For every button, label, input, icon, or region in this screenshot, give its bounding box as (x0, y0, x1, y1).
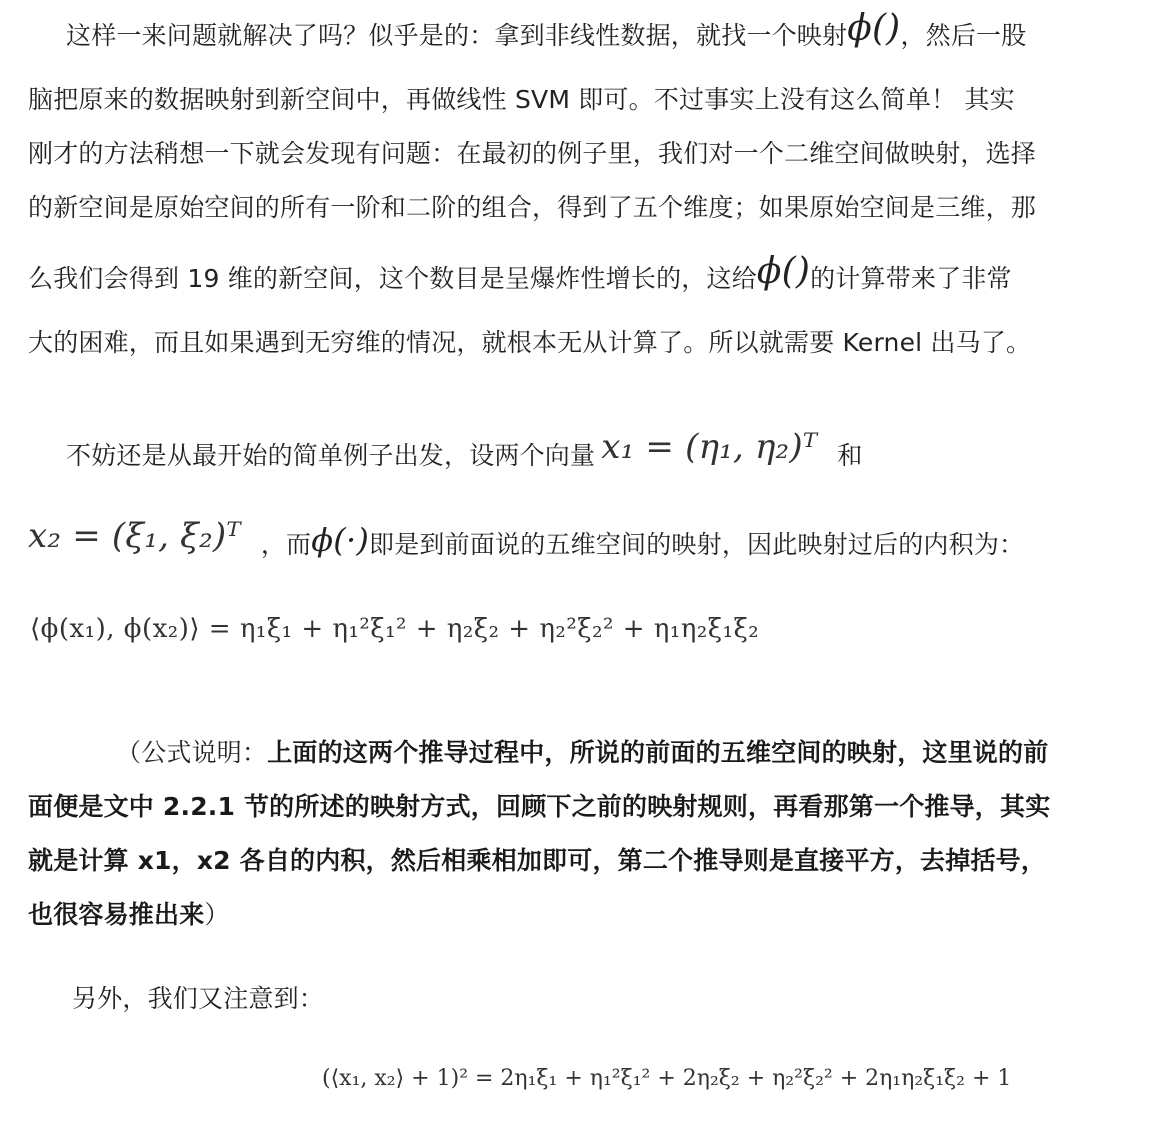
p1-text: 这样一来问题就解决了吗？似乎是的：拿到非线性数据，就找一个映射 (66, 21, 848, 50)
note-text: 也很容易推出来 (28, 900, 205, 929)
note-text: 上面的这两个推导过程中，所说的前面的五维空间的映射，这里说的前 (267, 738, 1049, 767)
note-line-1 (28, 726, 1140, 780)
p2-text: 和 (837, 441, 863, 470)
note-line-3: 就是计算 x1，x2 各自的内积，然后相乘相加即可，第二个推导则是直接平方，去掉括号， (28, 846, 1047, 875)
note-line-4 (28, 888, 1140, 942)
paragraph-1 (28, 2, 1140, 370)
formula-note (28, 726, 1140, 942)
p1-text: ，然后一股 (900, 21, 1027, 50)
formula-inner-product: ⟨ϕ(x₁), ϕ(x₂)⟩ = η₁ξ₁ + η₁²ξ₁² + η₂ξ₂ + η₂²ξ₂² + η₁η₂ξ₁ξ₂ (30, 614, 760, 644)
p2-line-1 (28, 420, 1140, 483)
p3-line-1: 另外，我们又注意到： (72, 984, 325, 1013)
p1-text: 的计算带来了非常 (810, 264, 1012, 293)
paragraph-3 (28, 972, 1140, 1026)
paragraph-2 (28, 420, 1140, 572)
p2-line-2 (28, 509, 1140, 572)
x1-equation: x₁ = (η₁, η₂)ᵀ (601, 427, 818, 467)
phi-dot-symbol: ϕ(·) (311, 521, 370, 559)
p1-line-4: 的新空间是原始空间的所有一阶和二阶的组合，得到了五个维度；如果原始空间是三维，那 (28, 193, 1037, 222)
p1-line-1 (28, 2, 1140, 63)
phi-symbol: ϕ() (847, 8, 901, 49)
p1-text: 么我们会得到 19 维的新空间，这个数目是呈爆炸性增长的，这给 (28, 264, 757, 293)
p2-text: ，而 (260, 530, 312, 559)
x2-equation: x₂ = (ξ₁, ξ₂)ᵀ (28, 516, 241, 556)
p2-text: 即是到前面说的五维空间的映射，因此映射过后的内积为： (369, 530, 1025, 559)
p1-line-5 (28, 245, 1140, 306)
p2-text: 不妨还是从最开始的简单例子出发，设两个向量 (66, 441, 596, 470)
p1-line-3: 刚才的方法稍想一下就会发现有问题：在最初的例子里，我们对一个二维空间做映射，选择 (28, 139, 1037, 168)
note-prefix: （公式说明： (116, 738, 268, 767)
p1-line-6: 大的困难，而且如果遇到无穷维的情况，就根本无从计算了。所以就需要 Kernel 出马了。 (28, 328, 1032, 357)
note-line-2: 面便是文中 2.2.1 节的所述的映射方式，回顾下之前的映射规则，再看那第一个推导，其实 (28, 792, 1051, 821)
phi-symbol: ϕ() (756, 251, 811, 292)
note-suffix: ） (204, 900, 230, 929)
p1-line-2: 脑把原来的数据映射到新空间中，再做线性 SVM 即可。不过事实上没有这么简单！ 其实 (28, 85, 1015, 114)
formula-squared-kernel: (⟨x₁, x₂⟩ + 1)² = 2η₁ξ₁ + η₁²ξ₁² + 2η₂ξ₂ + η₂²ξ₂² + 2η₁η₂ξ₁ξ₂ + 1 (322, 1066, 1012, 1091)
